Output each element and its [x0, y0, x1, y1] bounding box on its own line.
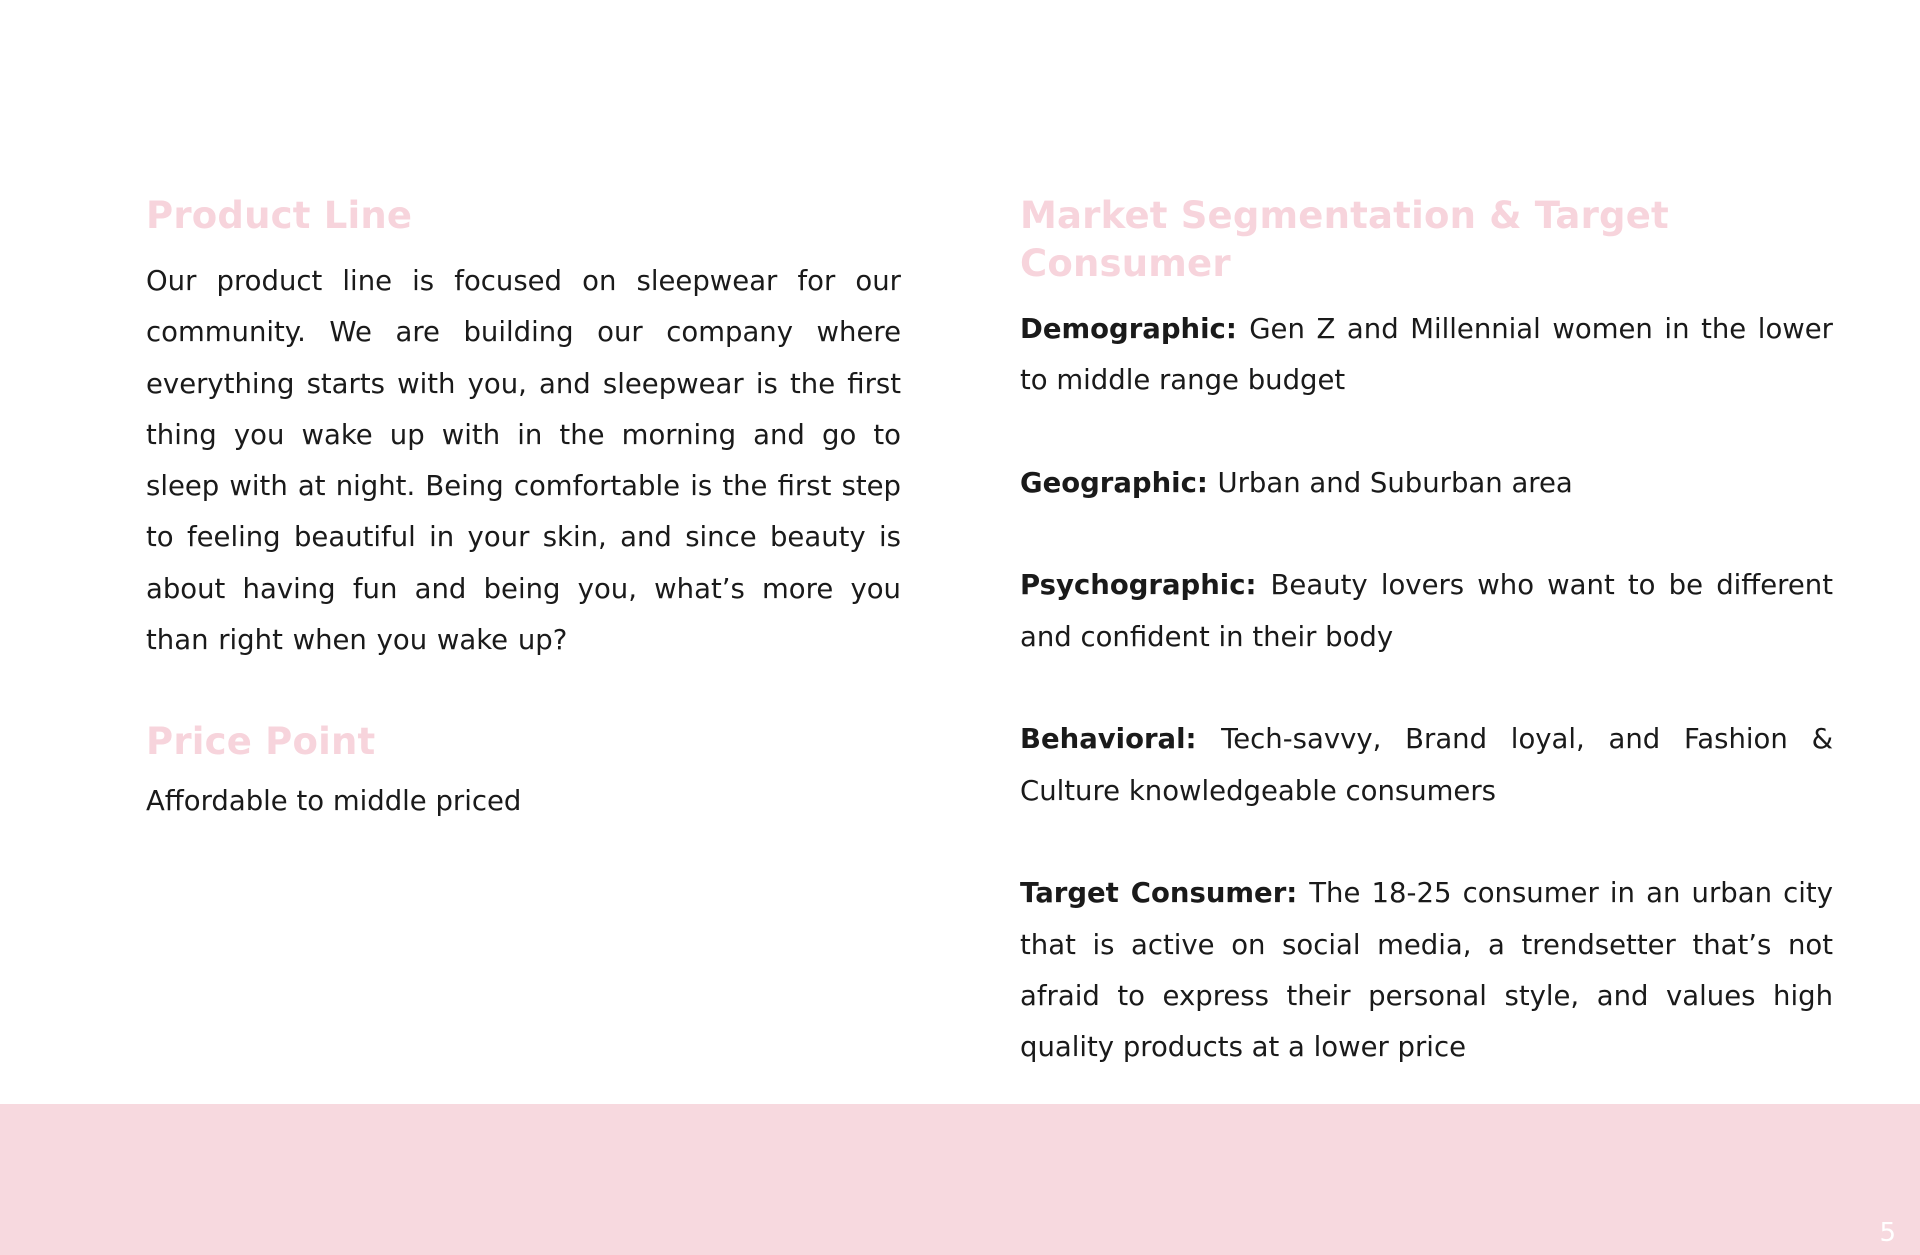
- segment-separator: :: [1245, 569, 1271, 602]
- right-column: [1020, 192, 1833, 1073]
- segment-text: Gen Z and Millennial women in the lower to middle range budget: [1020, 313, 1833, 397]
- segment-separator: :: [1286, 877, 1310, 910]
- market-segmentation-heading: Market Segmentation & Target Consumer: [1020, 194, 1669, 285]
- left-column: [146, 192, 901, 828]
- segment-separator: :: [1185, 723, 1222, 756]
- segment-text: Beauty lovers who want to be different and confident in their body: [1020, 569, 1833, 653]
- segment-behavioral: [1020, 714, 1833, 817]
- segment-geographic: [1020, 458, 1833, 509]
- segment-separator: :: [1225, 313, 1250, 345]
- segment-label: Geographic: [1020, 466, 1197, 499]
- product-line-text: Our product line is focused on sleepwear for our community. We are building our company where everything starts with you, and sleepwear is the first thing you wake up with in the morning and go to sleep with at night. Being comfortable is the first step to feeling beautiful in your skin, and since beauty is about having fun and being you, what’s more you than right when you wake up?: [146, 265, 901, 657]
- segment-label: Behavioral: [1020, 723, 1186, 756]
- footer-band: [0, 1104, 1920, 1255]
- segment-text: The 18-25 consumer in an urban city that is active on social media, a trendsetter that’s not afraid to express their personal style, and values high quality products at a lower price: [1020, 877, 1833, 1064]
- page-number: 5: [1879, 1218, 1896, 1248]
- segment-text: Urban and Suburban area: [1217, 466, 1573, 499]
- price-point-text: Affordable to middle priced: [146, 785, 522, 818]
- product-line-heading: Product Line: [146, 194, 413, 237]
- segment-psychographic: [1020, 560, 1833, 663]
- segment-text: Tech-savvy, Brand loyal, and Fashion & Culture knowledgeable consumers: [1020, 723, 1834, 807]
- segment-label: Demographic: [1020, 313, 1226, 345]
- segment-demographic: [1020, 304, 1833, 407]
- segment-target-consumer: [1020, 868, 1833, 1073]
- segment-label: Target Consumer: [1020, 877, 1287, 910]
- price-point-heading: Price Point: [146, 720, 376, 764]
- segment-label: Psychographic: [1020, 569, 1246, 602]
- segment-separator: :: [1196, 466, 1218, 499]
